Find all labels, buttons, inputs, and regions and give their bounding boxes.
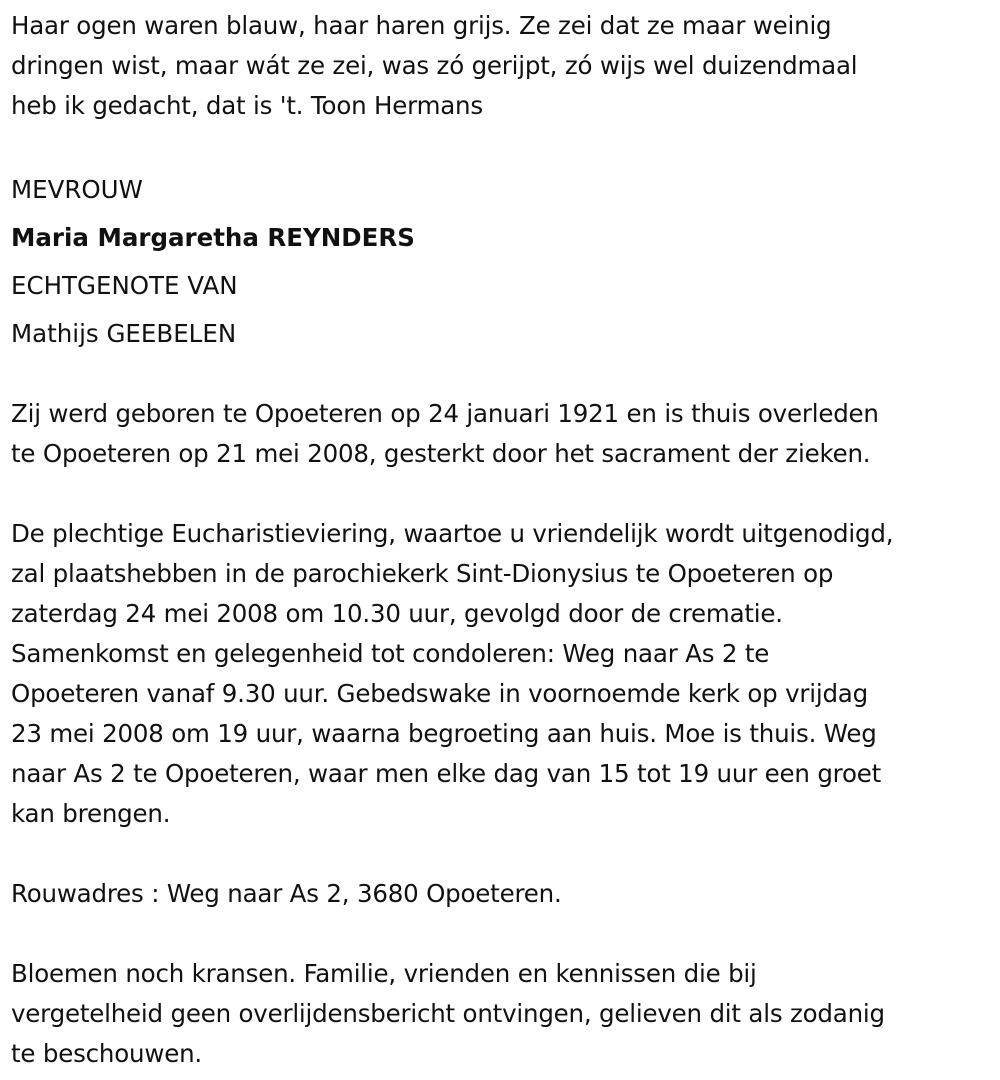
relation-label: ECHTGENOTE VAN xyxy=(11,271,238,300)
quote-line: heb ik gedacht, dat is 't. Toon Hermans xyxy=(11,91,483,120)
birth-death-line: te Opoeteren op 21 mei 2008, gesterkt door het sacrament der zieken. xyxy=(11,439,871,468)
spouse-name: Mathijs GEEBELEN xyxy=(11,319,237,348)
opening-quote xyxy=(11,6,996,126)
flowers-line: vergetelheid geen overlijdensbericht ontvingen, gelieven dit als zodanig xyxy=(11,999,885,1028)
address-line: Rouwadres : Weg naar As 2, 3680 Opoeteren. xyxy=(11,879,562,908)
ceremony-line: kan brengen. xyxy=(11,799,171,828)
quote-line: Haar ogen waren blauw, haar haren grijs. Ze zei dat ze maar weinig xyxy=(11,11,832,40)
ceremony-line: 23 mei 2008 om 19 uur, waarna begroeting aan huis. Moe is thuis. Weg xyxy=(11,719,877,748)
quote-line: dringen wist, maar wát ze zei, was zó gerijpt, zó wijs wel duizendmaal xyxy=(11,51,858,80)
ceremony-line: De plechtige Eucharistieviering, waartoe u vriendelijk wordt uitgenodigd, xyxy=(11,519,894,548)
deceased-title-block xyxy=(11,166,996,358)
flowers-paragraph xyxy=(11,954,996,1074)
ceremony-line: Opoeteren vanaf 9.30 uur. Gebedswake in voornoemde kerk op vrijdag xyxy=(11,679,868,708)
flowers-line: te beschouwen. xyxy=(11,1039,202,1068)
birth-death-paragraph xyxy=(11,394,996,474)
ceremony-line: zaterdag 24 mei 2008 om 10.30 uur, gevolgd door de crematie. xyxy=(11,599,783,628)
flowers-line: Bloemen noch kransen. Familie, vrienden en kennissen die bij xyxy=(11,959,757,988)
mourning-address xyxy=(11,874,996,914)
ceremony-line: naar As 2 te Opoeteren, waar men elke dag van 15 tot 19 uur een groet xyxy=(11,759,882,788)
ceremony-line: Samenkomst en gelegenheid tot condoleren: Weg naar As 2 te xyxy=(11,639,770,668)
salutation: MEVROUW xyxy=(11,175,143,204)
ceremony-line: zal plaatshebben in de parochiekerk Sint-Dionysius te Opoeteren op xyxy=(11,559,834,588)
ceremony-paragraph xyxy=(11,514,996,834)
birth-death-line: Zij werd geboren te Opoeteren op 24 januari 1921 en is thuis overleden xyxy=(11,399,879,428)
deceased-name: Maria Margaretha REYNDERS xyxy=(11,223,415,252)
obituary-document xyxy=(11,0,996,1074)
